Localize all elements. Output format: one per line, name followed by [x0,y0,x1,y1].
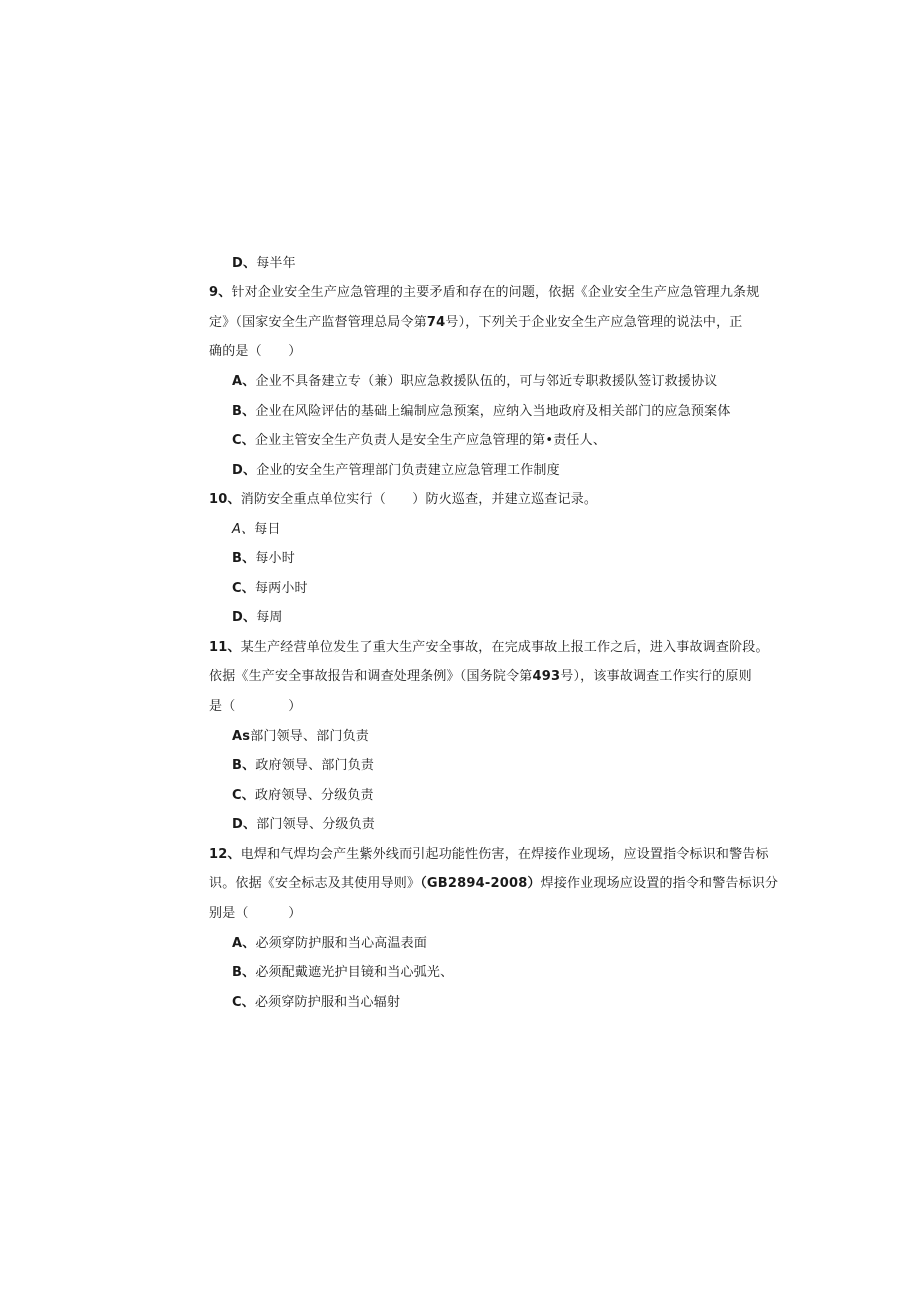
option-text: 每两小时 [254,581,308,596]
option-text: 必须穿防护服和当心高温表面 [255,936,428,951]
option-text: 企业的安全生产管理部门负责建立应急管理工作制度 [256,463,560,478]
question-text: 消防安全重点单位实行（ ）防火巡查，并建立巡查记录。 [240,492,598,507]
question-number: 9、 [209,285,232,300]
question-text: 依据《生产安全事故报告和调查处理条例》（国务院令第 [209,669,533,684]
question-line [209,906,301,922]
option-text: 部门领导、部门负责 [250,729,370,744]
question-number: 10、 [209,492,241,507]
option-label: As [232,729,251,744]
option-line [232,551,295,567]
document-number: 493 [532,669,561,684]
question-text: 识。依据《安全标志及其使用导则》 [209,876,421,891]
question-line [209,847,769,863]
option-label: C、 [232,995,255,1010]
question-number: 12、 [209,847,241,862]
option-label: A、 [232,522,255,537]
option-label: D、 [232,256,257,271]
question-line [209,699,301,715]
question-line [209,876,778,892]
option-text: 每小时 [255,551,295,566]
option-text: 企业不具备建立专（兼）职应急救援队伍的，可与邻近专职救援队签订救援协议 [255,374,718,389]
question-text: 针对企业安全生产应急管理的主要矛盾和存在的问题，依据《企业安全生产应急管理九条规 [231,285,760,300]
option-text: 必须穿防护服和当心辐射 [254,995,401,1010]
question-line [209,315,743,331]
option-line [232,817,375,833]
option-line [232,522,281,538]
question-text: 确的是（ ） [209,344,302,359]
question-line [209,640,769,656]
question-text: 焊接作业现场应设置的指令和警告标识分 [540,876,779,891]
option-label: A、 [232,374,256,389]
option-label: C、 [232,433,255,448]
question-text: 电焊和气焊均会产生紫外线而引起功能性伤害，在焊接作业现场，应设置指令标识和警告标 [240,847,769,862]
question-text: 是（ ） [209,699,302,714]
question-text: 别是（ ） [209,906,302,921]
option-line [232,788,374,804]
question-text: 某生产经营单位发生了重大生产安全事故，在完成事故上报工作之后，进入事故调查阶段。 [240,640,769,655]
option-text: 部门领导、分级负责 [256,817,376,832]
option-line [232,936,427,952]
question-text: 号），下列关于企业安全生产应急管理的说法中，正 [445,315,743,330]
option-label: B、 [232,758,256,773]
option-text: 每周 [256,610,283,625]
question-text: 号），该事故调查工作实行的原则 [560,669,752,684]
option-label: D、 [232,463,257,478]
option-line [232,965,453,981]
option-line [232,581,308,597]
option-line [232,404,731,420]
option-line [232,758,374,774]
option-line [232,729,369,745]
option-text: 每日 [254,522,281,537]
option-line [232,610,283,626]
option-label: C、 [232,581,255,596]
question-number: 11、 [209,640,241,655]
option-label: D、 [232,610,257,625]
option-text: 政府领导、部门负责 [255,758,375,773]
document-number: 74 [426,315,446,330]
question-text: 定》（国家安全生产监督管理总局令第 [209,315,427,330]
question-line [209,669,752,685]
option-text: 政府领导、分级负责 [254,788,374,803]
option-label: B、 [232,404,256,419]
option-label: A、 [232,936,256,951]
question-line [209,285,759,301]
option-text: 企业在风险评估的基础上编制应急预案，应纳入当地政府及相关部门的应急预案体 [255,404,731,419]
option-text: 必须配戴遮光护目镜和当心弧光、 [255,965,454,980]
option-label: C、 [232,788,255,803]
option-line [232,374,717,390]
option-text: 企业主管安全生产负责人是安全生产应急管理的第•责任人、 [254,433,607,448]
option-label: B、 [232,551,256,566]
option-label: B、 [232,965,256,980]
option-line [232,433,606,449]
question-line [209,492,597,508]
option-label: D、 [232,817,257,832]
option-text: 每半年 [256,256,296,271]
option-line [232,256,296,272]
standard-code: （GB2894-2008） [420,876,541,891]
question-line [209,344,301,360]
option-line [232,995,400,1011]
option-line [232,463,560,479]
